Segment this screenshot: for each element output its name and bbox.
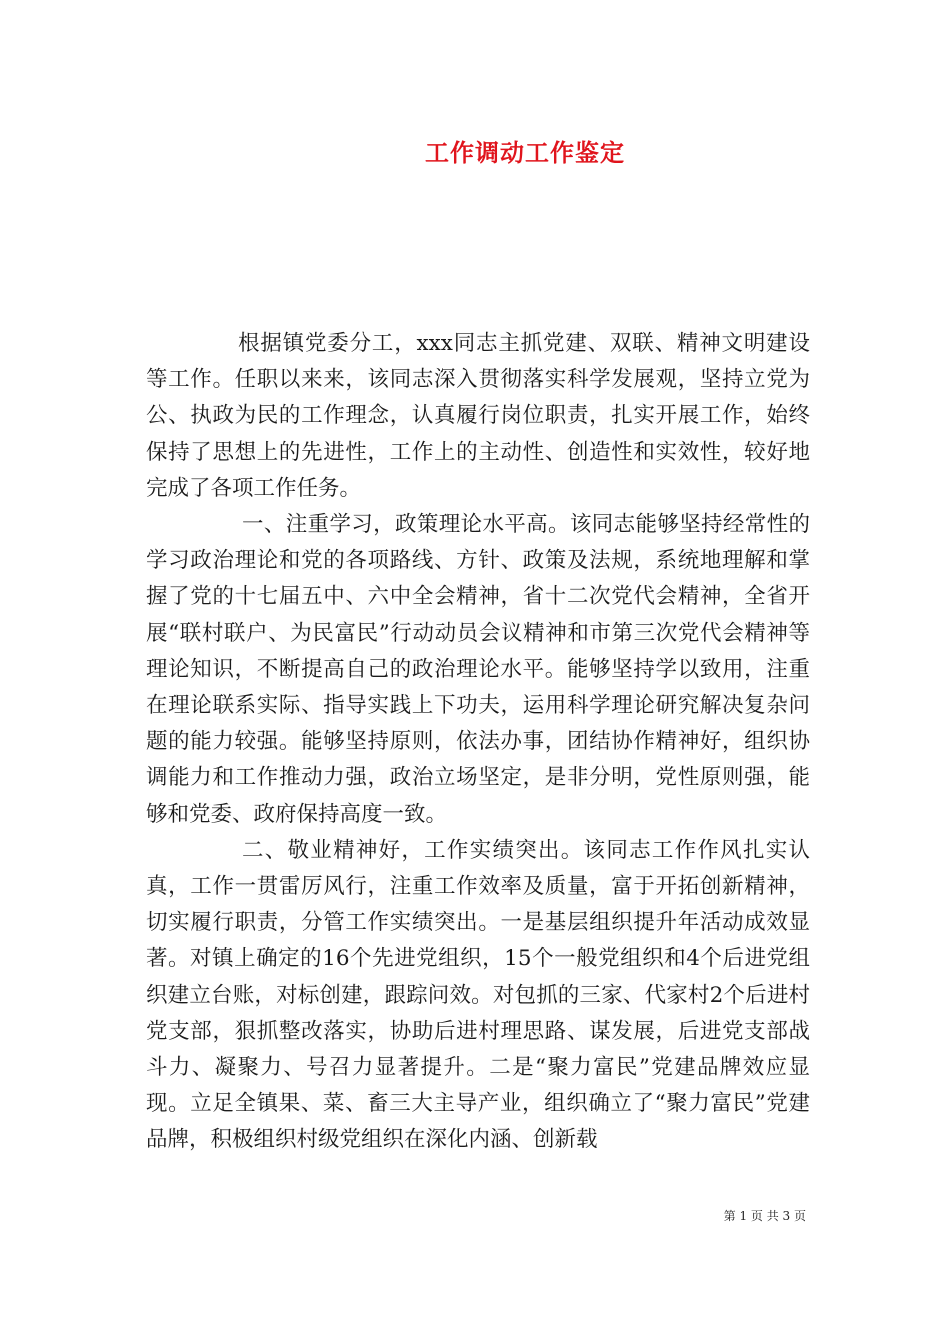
page-number: 第 1 页 共 3 页 [723, 1209, 806, 1223]
paragraph-section-1: 一、注重学习，政策理论水平高。该同志能够坚持经常性的学习政治理论和党的各项路线、方针、政策及法规，系统地理解和掌握了党的十七届五中、六中全会精神，省十二次党代会精神，全省开展“联村联户、为民富民”行动动员会议精神和市第三次党代会精神等理论知识，不断提高自己的政治理论水平。能够坚持学以致用，注重在理论联系实际、指导实践上下功夫，运用科学理论研究解决复杂问题的能力较强。能够坚持原则，依法办事，团结协作精神好，组织协调能力和工作推动力强，政治立场坚定，是非分明，党性原则强，能够和党委、政府保持高度一致。 [146, 512, 810, 827]
document-body [146, 326, 810, 1159]
paragraph-section-2: 二、敬业精神好，工作实绩突出。该同志工作作风扎实认真，工作一贯雷厉风行，注重工作效率及质量，富于开拓创新精神，切实履行职责，分管工作实绩突出。一是基层组织提升年活动成效显著。对镇上确定的16个先进党组织，15个一般党组织和4个后进党组织建立台账，对标创建，跟踪问效。对包抓的三家、代家村2个后进村党支部，狠抓整改落实，协助后进村理思路、谋发展，后进党支部战斗力、凝聚力、号召力显著提升。二是“聚力富民”党建品牌效应显现。立足全镇果、菜、畜三大主导产业，组织确立了“聚力富民”党建品牌，积极组织村级党组织在深化内涵、创新载 [146, 837, 810, 1153]
paragraph-intro: 根据镇党委分工，xxx同志主抓党建、双联、精神文明建设等工作。任职以来来，该同志深入贯彻落实科学发展观，坚持立党为公、执政为民的工作理念，认真履行岗位职责，扎实开展工作，始终保持了思想上的先进性，工作上的主动性、创造性和实效性，较好地完成了各项工作任务。 [146, 331, 810, 501]
document-title: 工作调动工作鉴定 [425, 138, 625, 167]
